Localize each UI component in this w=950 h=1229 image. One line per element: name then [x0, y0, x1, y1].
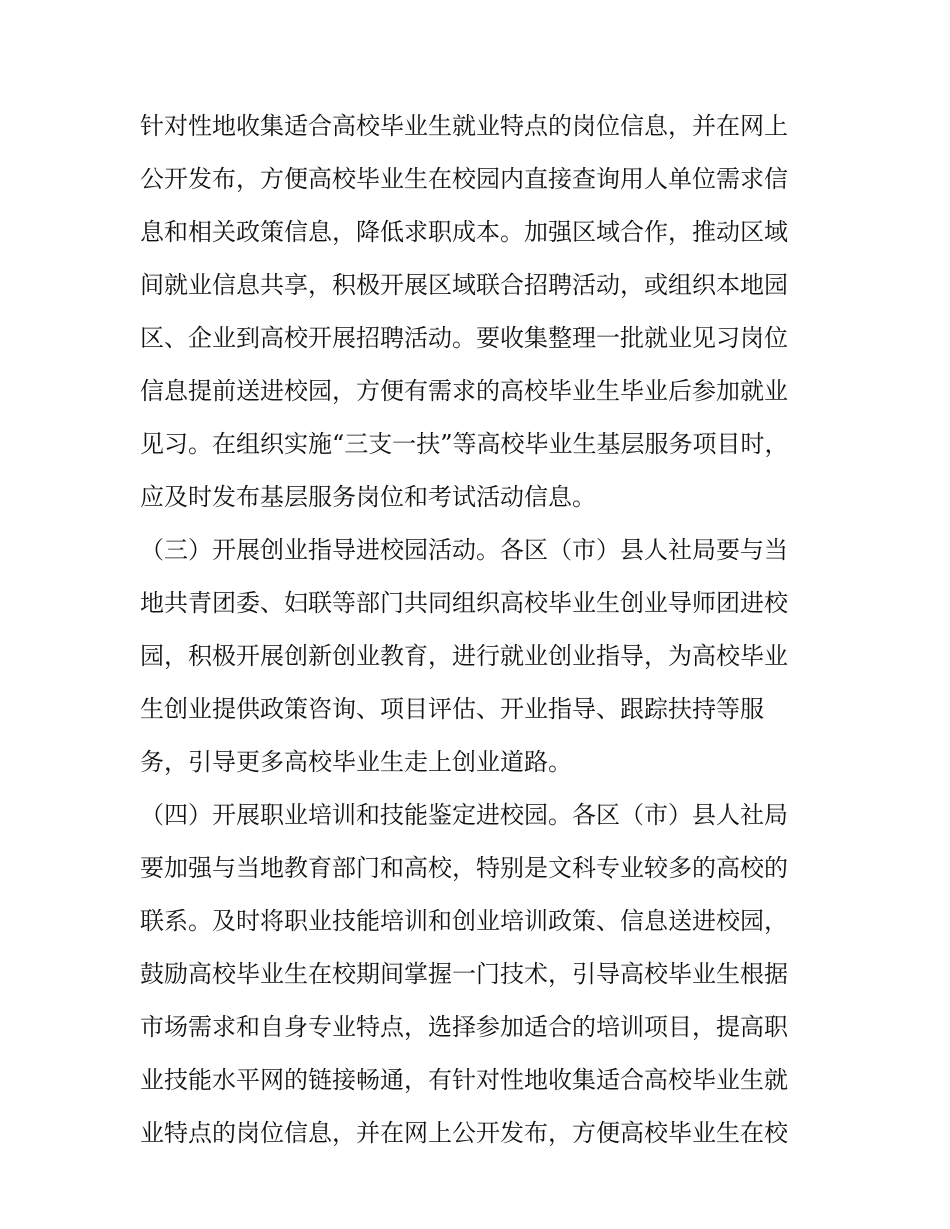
text-line: 园，积极开展创新创业教育，进行就业创业指导，为高校毕业 — [140, 642, 788, 670]
text-line: 应及时发布基层服务岗位和考试活动信息。 — [140, 483, 596, 511]
section-heading-line: （三）开展创业指导进校园活动。各区（市）县人社局要与当 — [140, 536, 788, 564]
text-line: 要加强与当地教育部门和高校，特别是文科专业较多的高校的 — [140, 854, 788, 882]
text-line: 市场需求和自身专业特点，选择参加适合的培训项目，提高职 — [140, 1013, 788, 1041]
text-line: 区、企业到高校开展招聘活动。要收集整理一批就业见习岗位 — [140, 324, 788, 352]
text-line: 鼓励高校毕业生在校期间掌握一门技术，引导高校毕业生根据 — [140, 960, 788, 988]
text-line: 业技能水平网的链接畅通，有针对性地收集适合高校毕业生就 — [140, 1066, 788, 1094]
text-line: 针对性地收集适合高校毕业生就业特点的岗位信息，并在网上 — [140, 112, 788, 140]
text-line: 息和相关政策信息，降低求职成本。加强区域合作，推动区域 — [140, 218, 788, 246]
text-line: 信息提前送进校园，方便有需求的高校毕业生毕业后参加就业 — [140, 377, 788, 405]
section-heading-line: （四）开展职业培训和技能鉴定进校园。各区（市）县人社局 — [140, 801, 788, 829]
text-line: 见习。在组织实施“三支一扶”等高校毕业生基层服务项目时， — [140, 430, 789, 458]
text-line: 地共青团委、妇联等部门共同组织高校毕业生创业导师团进校 — [140, 589, 788, 617]
text-line: 联系。及时将职业技能培训和创业培训政策、信息送进校园， — [140, 907, 788, 935]
text-line: 间就业信息共享，积极开展区域联合招聘活动，或组织本地园 — [140, 271, 788, 299]
text-line: 业特点的岗位信息，并在网上公开发布，方便高校毕业生在校 — [140, 1119, 788, 1147]
text-line: 生创业提供政策咨询、项目评估、开业指导、跟踪扶持等服 — [140, 695, 764, 723]
text-line: 公开发布，方便高校毕业生在校园内直接查询用人单位需求信 — [140, 165, 788, 193]
text-line: 务，引导更多高校毕业生走上创业道路。 — [140, 748, 572, 776]
